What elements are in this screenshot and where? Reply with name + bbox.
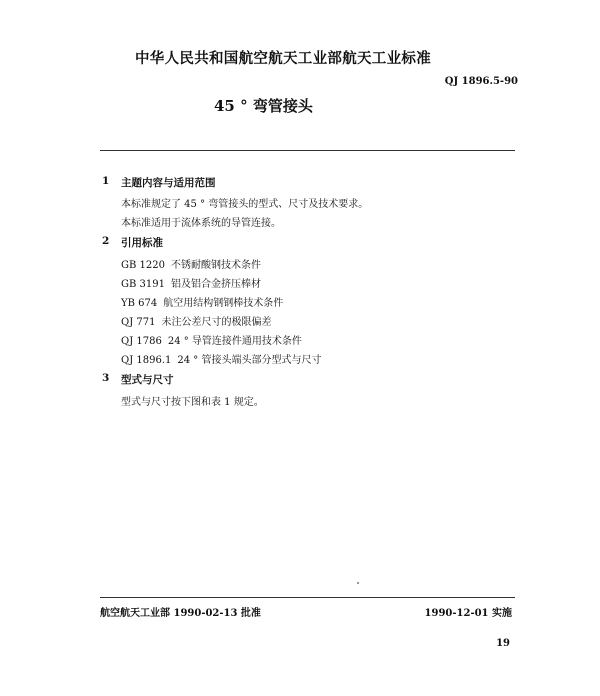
section-1-title: 主题内容与适用范围 <box>121 177 216 189</box>
reference-code: GB 1220 <box>121 260 165 271</box>
section-2-title: 引用标准 <box>121 237 163 249</box>
issuing-authority-heading: 中华人民共和国航空航天工业部航天工业标准 <box>135 50 431 67</box>
section-3-title: 型式与尺寸 <box>121 374 174 386</box>
reference-code: QJ 1896.1 <box>121 355 172 366</box>
reference-name: 24 ° 导管连接件通用技术条件 <box>167 336 302 347</box>
reference-code: QJ 771 <box>121 317 156 328</box>
document-title: 45 ° 弯管接头 <box>214 97 313 115</box>
reference-name: 不锈耐酸钢技术条件 <box>170 260 261 271</box>
section-1-number: 1 <box>102 175 110 187</box>
approval-info: 航空航天工业部 1990-02-13 批准 <box>100 608 261 619</box>
reference-item <box>121 256 261 271</box>
section-1-paragraph: 本标准规定了 45 ° 弯管接头的型式、尺寸及技术要求。 <box>121 199 369 210</box>
footer-divider <box>100 597 515 598</box>
page-number: 19 <box>496 638 510 649</box>
reference-name: 航空用结构钢钢棒技术条件 <box>163 298 284 309</box>
reference-code: QJ 1786 <box>121 336 162 347</box>
reference-name: 铝及铝合金挤压棒材 <box>170 279 261 290</box>
reference-item <box>121 275 261 290</box>
reference-item <box>121 351 321 366</box>
scan-speck <box>357 582 359 584</box>
header-divider <box>100 150 515 151</box>
reference-item <box>121 313 271 328</box>
reference-item <box>121 332 302 347</box>
reference-name: 24 ° 管接头端头部分型式与尺寸 <box>177 355 322 366</box>
reference-item <box>121 294 283 309</box>
section-2-number: 2 <box>102 235 110 247</box>
reference-code: GB 3191 <box>121 279 165 290</box>
effective-date: 1990-12-01 实施 <box>424 608 512 619</box>
standard-code: QJ 1896.5-90 <box>444 76 518 87</box>
reference-code: YB 674 <box>121 298 158 309</box>
section-3-number: 3 <box>102 372 110 384</box>
reference-name: 未注公差尺寸的极限偏差 <box>161 317 272 328</box>
section-3-paragraph: 型式与尺寸按下图和表 1 规定。 <box>121 397 264 408</box>
section-1-paragraph: 本标准适用于流体系统的导管连接。 <box>121 218 281 229</box>
